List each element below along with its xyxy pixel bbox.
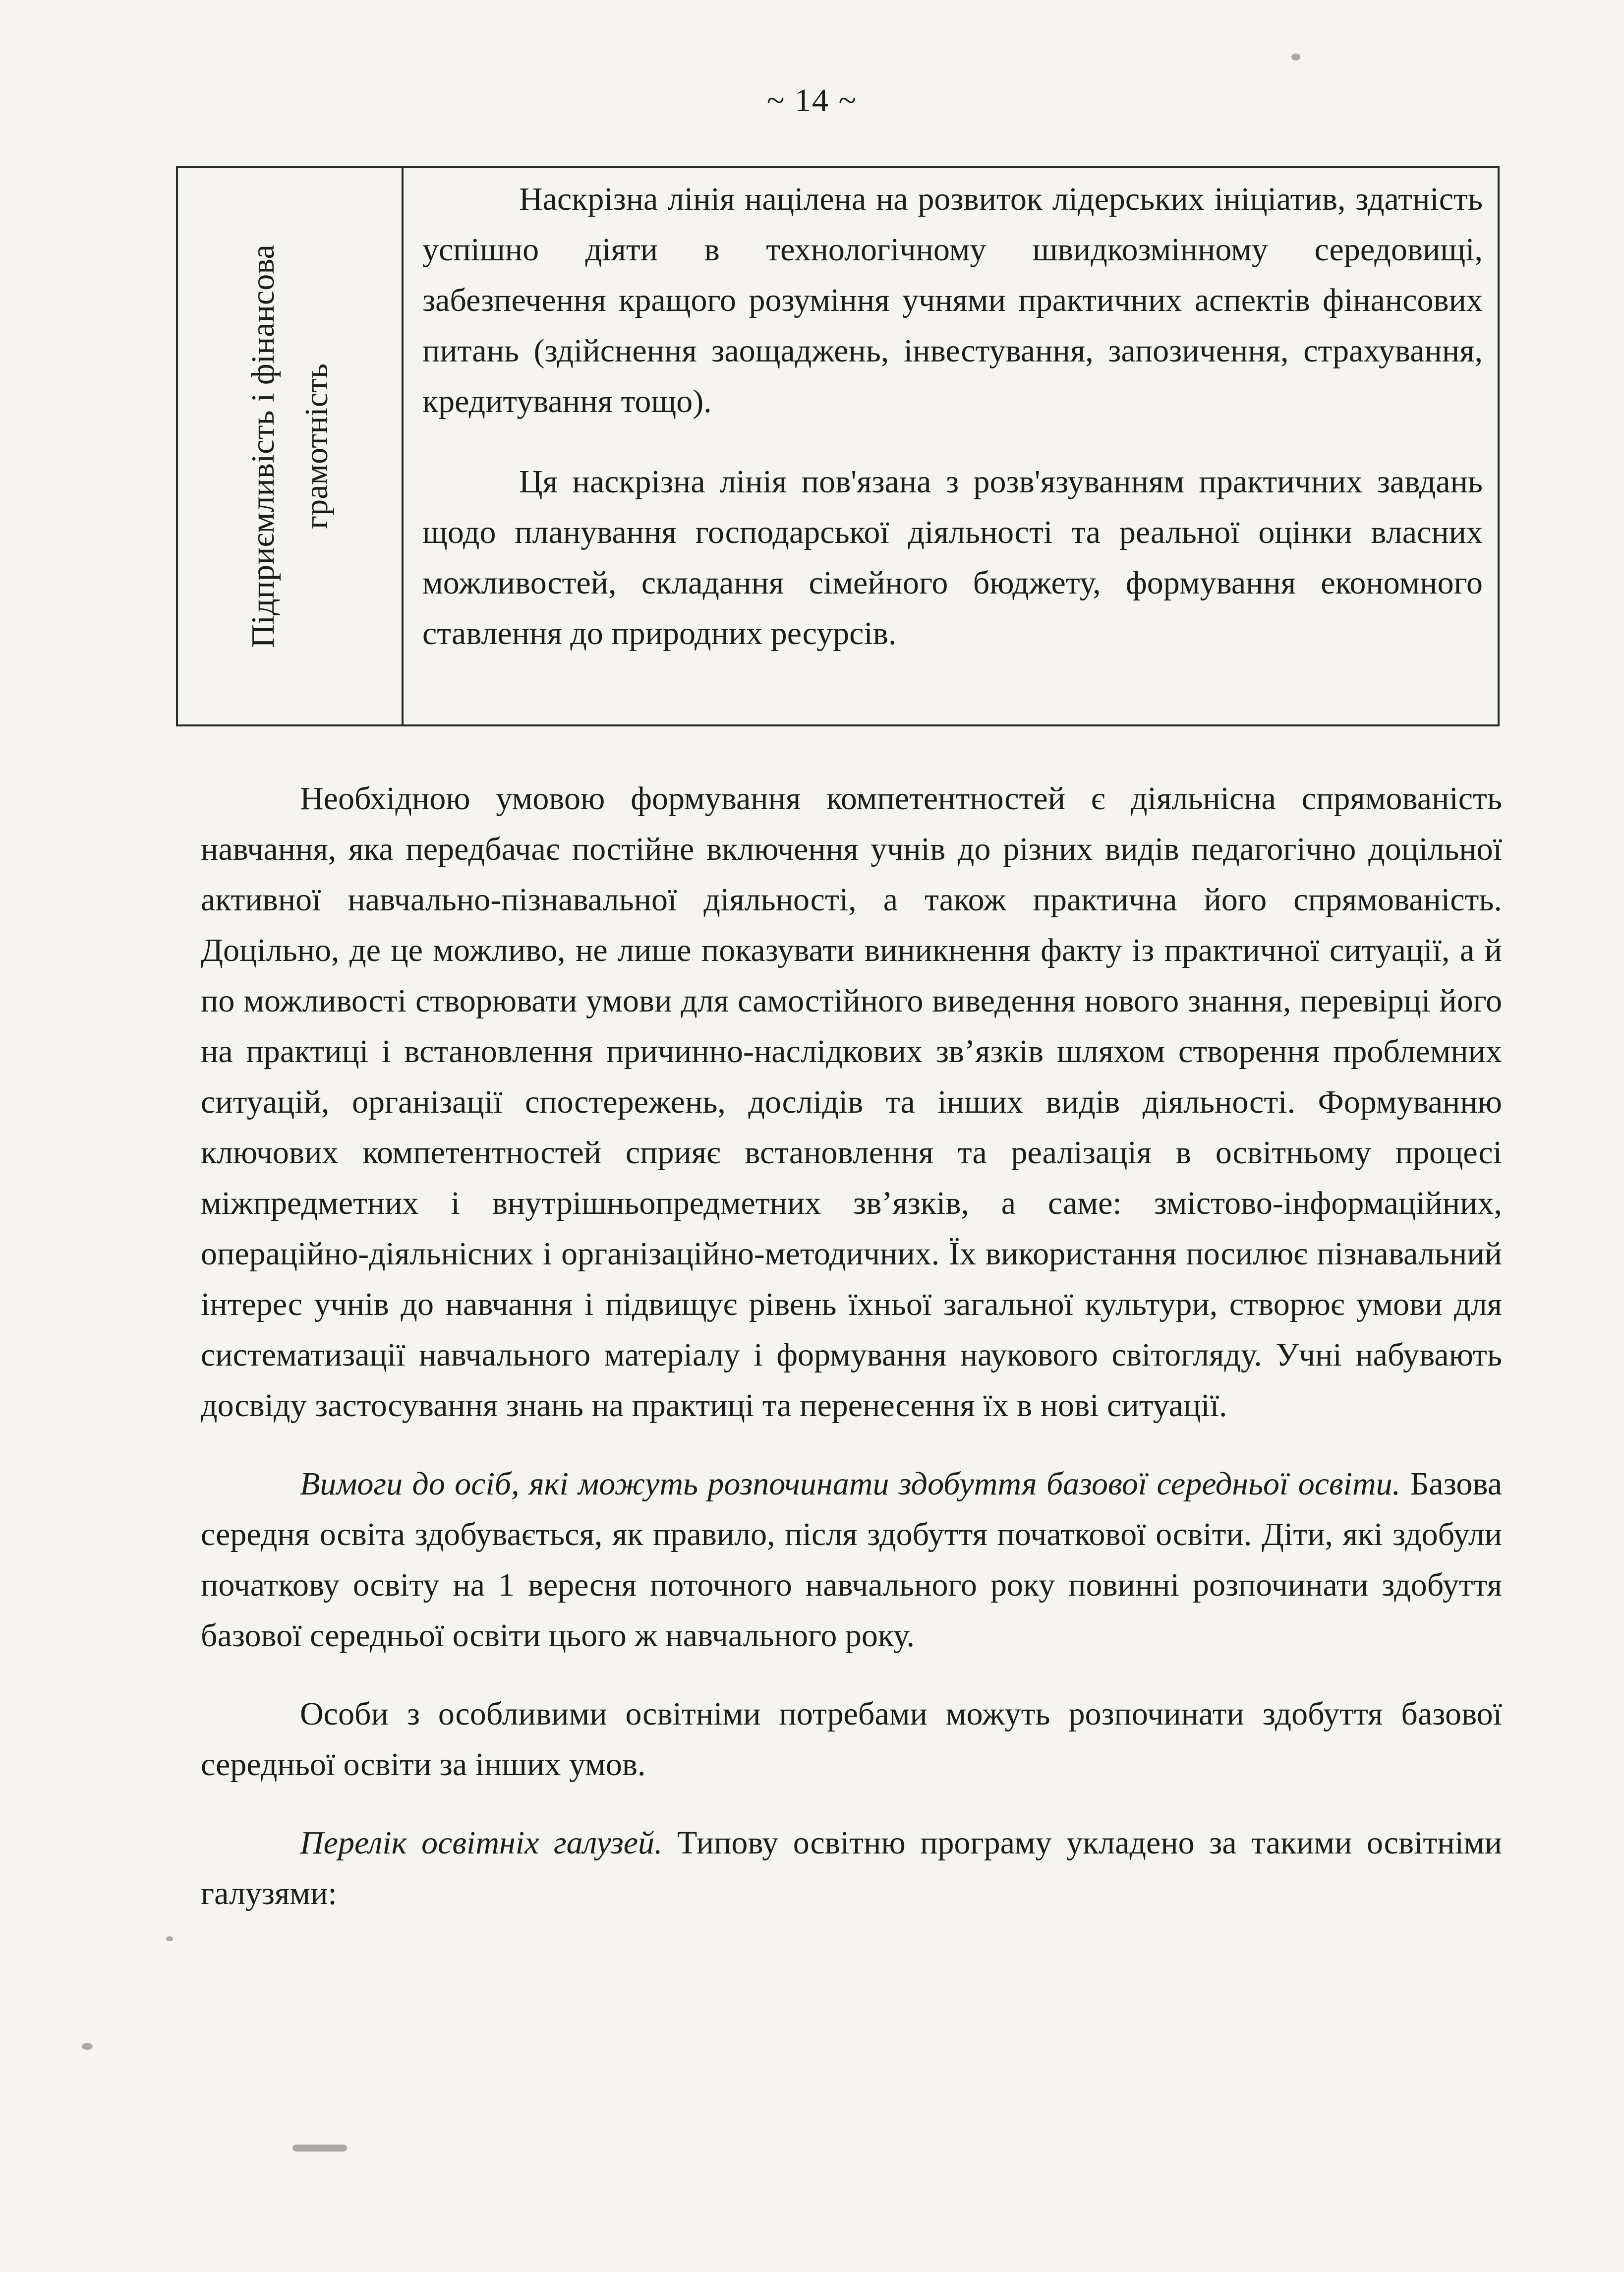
body-text	[201, 774, 1502, 1919]
cross-cutting-line-table	[176, 166, 1500, 726]
table-paragraph-2: Ця наскрізна лінія пов'язана з розв'язуванням практичних завдань щодо планування господарської діяльності та реальної оцінки власних можливостей, складання сімейного бюджету, формування економного ставлення до природних ресурсів.	[422, 464, 1483, 652]
page-number: ~ 14 ~	[766, 82, 858, 119]
body-paragraph-3: Особи з особливими освітніми потребами можуть розпочинати здобуття базової середньої освіти за інших умов.	[201, 1696, 1502, 1783]
table-left-cell	[178, 168, 404, 724]
body-paragraph-2	[201, 1459, 1502, 1661]
scan-speck	[292, 2145, 347, 2152]
cross-cutting-line-title: Підприємливість і фінансова грамотність	[244, 244, 335, 648]
body-paragraph-1: Необхідною умовою формування компетентностей є діяльнісна спрямованість навчання, яка передбачає постійне включення учнів до різних видів педагогічно доцільної активної навчально-пізнавальної діяльності, а також практична його спрямованість. Доцільно, де це можливо, не лише показувати виникнення факту із практичної ситуації, а й по можливості створювати умови для самостійного виведення нового знання, перевірці його на практиці і встановлення причинно-наслідкових зв’язків шляхом створення проблемних ситуацій, організації спостережень, дослідів та інших видів діяльності. Формуванню ключових компетентностей сприяє встановлення та реалізація в освітньому процесі міжпредметних і внутрішньопредметних зв’язків, а саме: змістово-інформаційних, операційно-діяльнісних і організаційно-методичних. Їх використання посилює пізнавальний інтерес учнів до навчання і підвищує рівень їхньої загальної культури, створює умови для систематизації навчального матеріалу і формування наукового світогляду. Учні набувають досвіду застосування знань на практиці та перенесення їх в нові ситуації.	[201, 780, 1502, 1424]
table-right-cell	[404, 168, 1498, 724]
scan-speck	[166, 1936, 173, 1941]
table-paragraph-1: Наскрізна лінія націлена на розвиток лідерських ініціатив, здатність успішно діяти в технологічному швидкозмінному середовищі, забезпечення кращого розуміння учнями практичних аспектів фінансових питань (здійснення заощаджень, інвестування, запозичення, страхування, кредитування тощо).	[422, 181, 1483, 419]
paragraph-4-lead: Перелік освітніх галузей.	[300, 1825, 663, 1861]
paragraph-2-lead: Вимоги до осіб, які можуть розпочинати здобуття базової середньої освіти.	[300, 1466, 1401, 1502]
scan-speck	[1291, 54, 1300, 60]
body-paragraph-4	[201, 1818, 1502, 1919]
paragraph-2-text: Базова середня освіта здобувається, як правило, після здобуття початкової освіти. Діти, які здобули початкову освіту на 1 вересня поточного навчального року повинні розпочинати здобуття базової середньої освіти цього ж навчального року.	[201, 1466, 1502, 1654]
scan-speck	[82, 2043, 93, 2050]
paragraph-4-text: Типову освітню програму укладено за такими освітніми галузями:	[201, 1825, 1502, 1912]
